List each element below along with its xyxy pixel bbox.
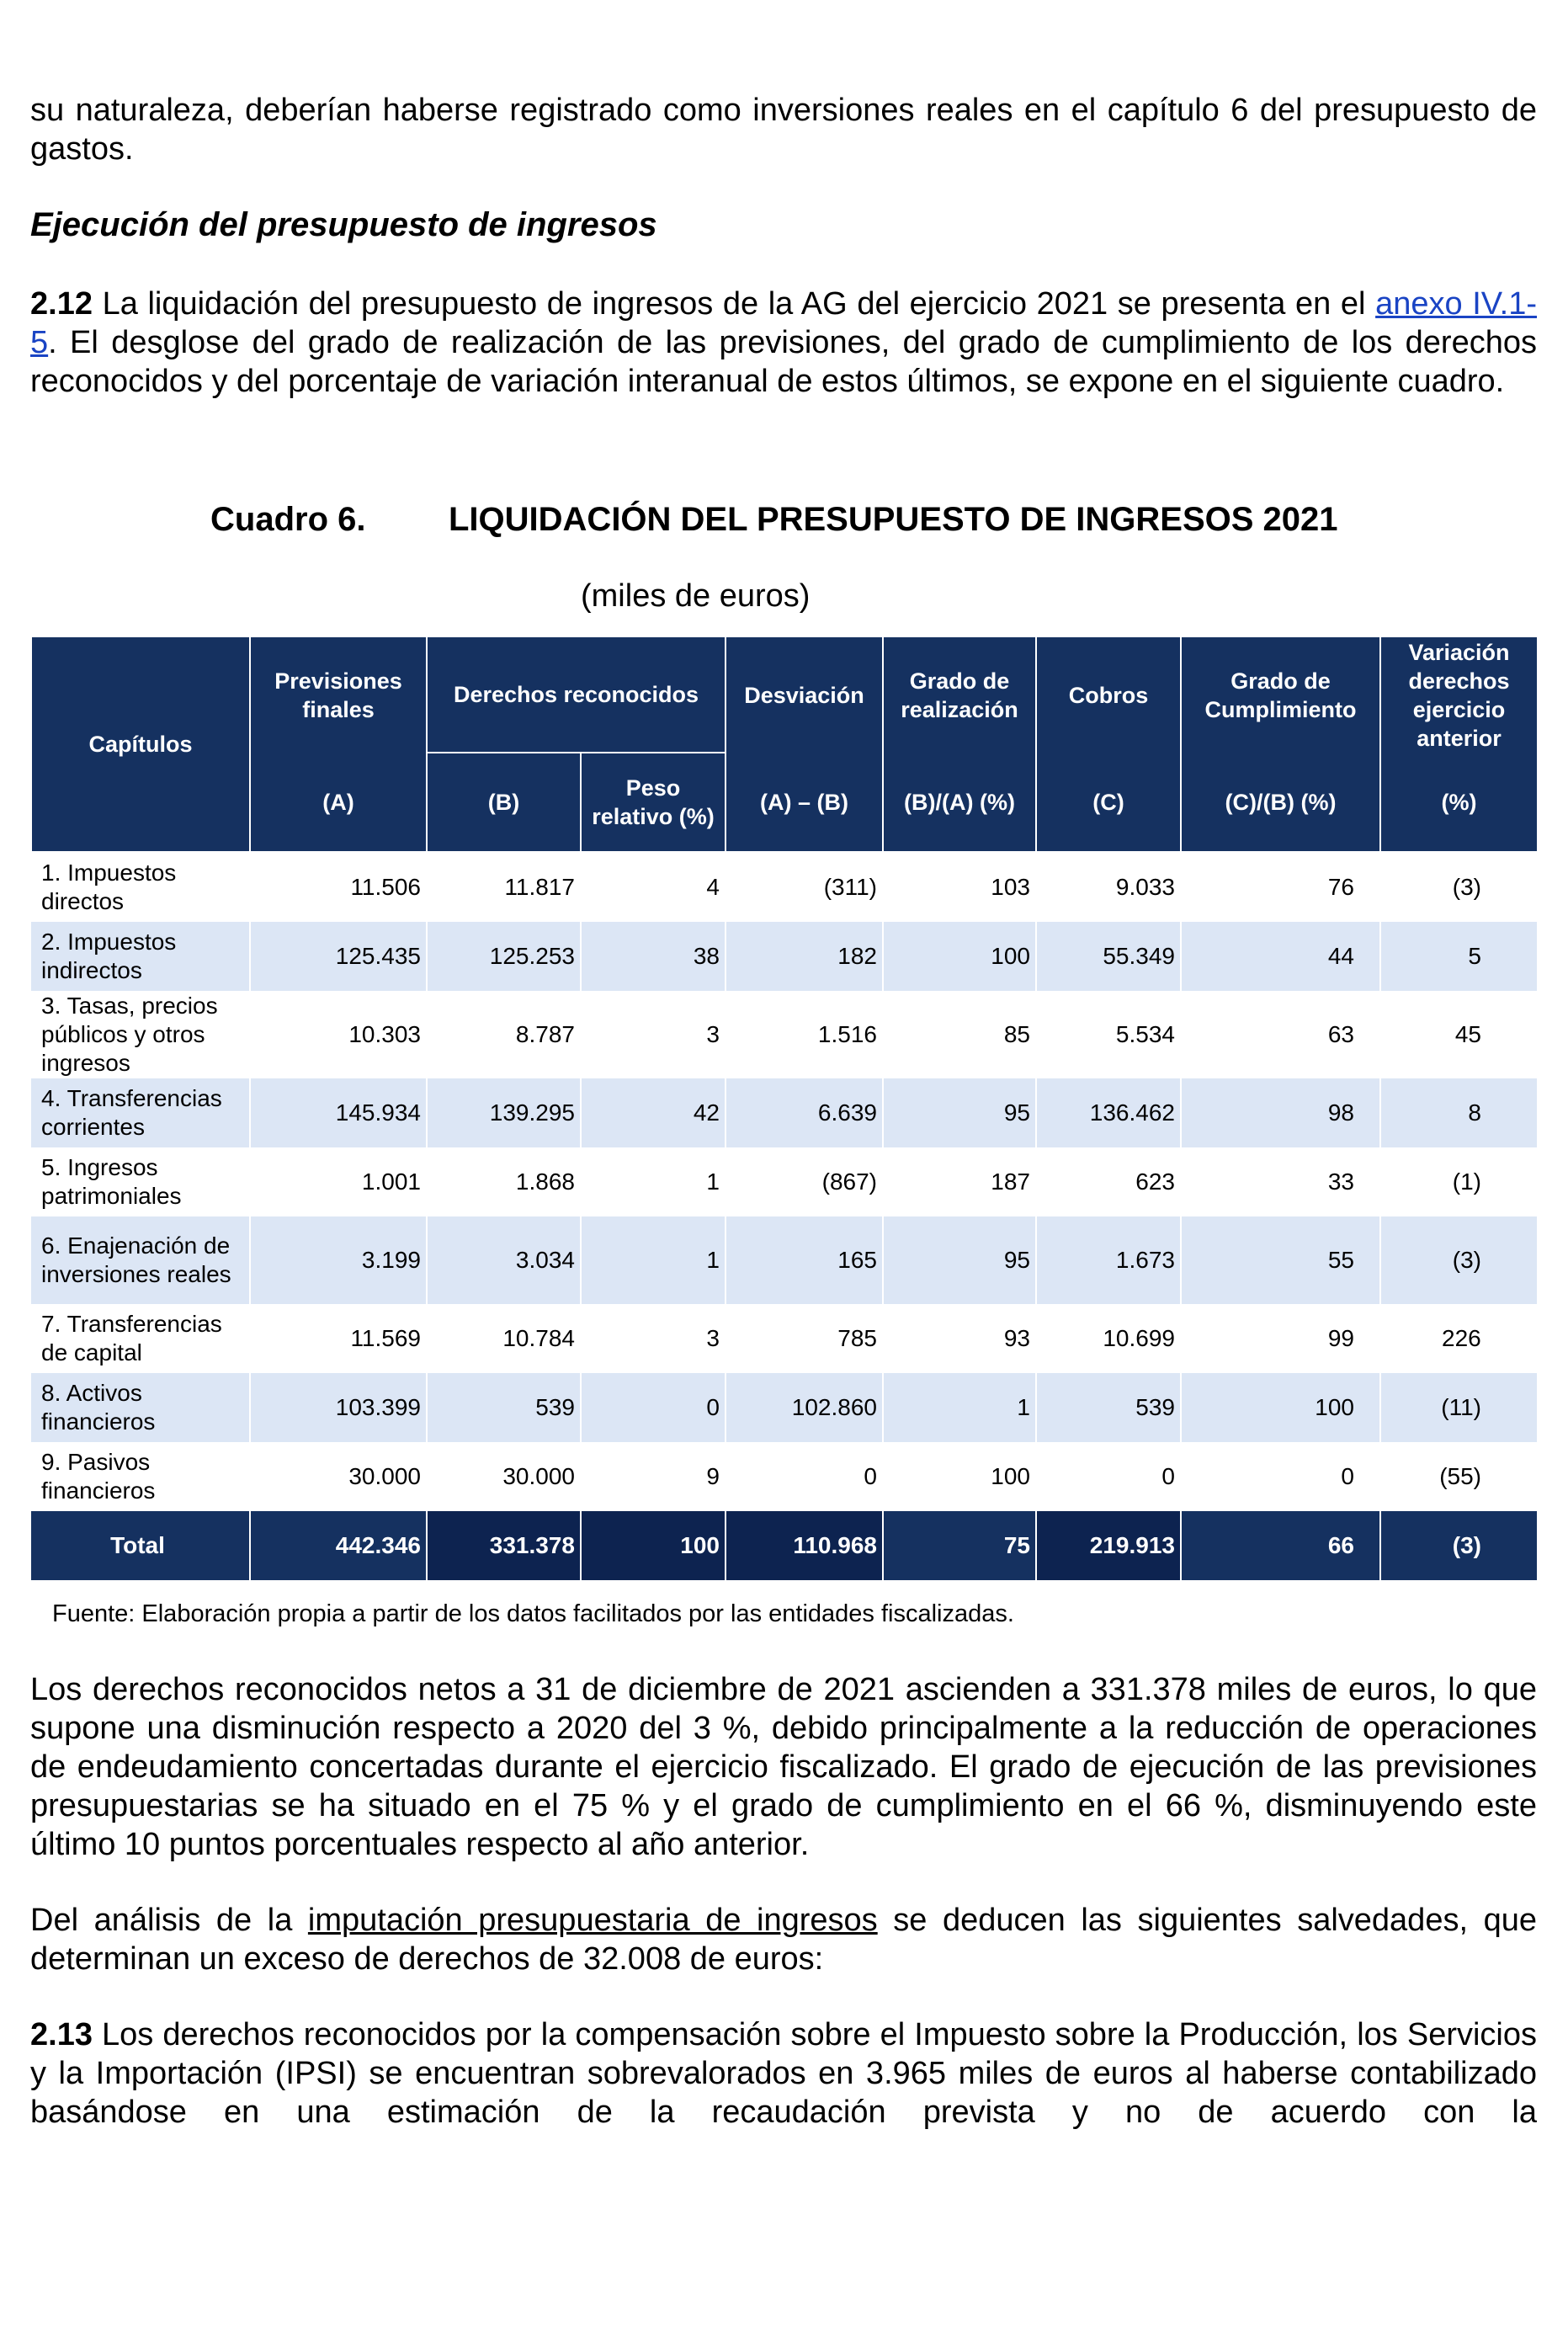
cell-previsiones: 11.569 (250, 1304, 427, 1373)
cell-desviacion: 6.639 (726, 1078, 883, 1147)
cell-cobros: 10.699 (1036, 1304, 1181, 1373)
cell-realizacion: 103 (883, 852, 1036, 922)
cell-cumplimiento: 100 (1181, 1373, 1380, 1442)
cell-variacion: (55) (1380, 1442, 1538, 1511)
paragraph-2-12 (30, 285, 1537, 401)
cell-variacion: (11) (1380, 1373, 1538, 1442)
cell-cumplimiento: 44 (1181, 922, 1380, 991)
table-row (31, 852, 1538, 922)
paragraph-number: 2.13 (30, 2017, 93, 2052)
header-cumplimiento: Grado de Cumplimiento (1181, 636, 1380, 753)
paragraph-2-13 (30, 2015, 1537, 2132)
table-row (31, 1147, 1538, 1216)
cell-realizacion: 95 (883, 1216, 1036, 1304)
table-row (31, 1078, 1538, 1147)
cell-previsiones: 1.001 (250, 1147, 427, 1216)
cell-cobros: 5.534 (1036, 991, 1181, 1078)
cell-derechos: 1.868 (427, 1147, 581, 1216)
table-title: LIQUIDACIÓN DEL PRESUPUESTO DE INGRESOS 2021 (449, 501, 1338, 538)
header-cumplimiento-sub: (C)/(B) (%) (1181, 753, 1380, 852)
cell-peso: 3 (581, 1304, 726, 1373)
cell-previsiones: 3.199 (250, 1216, 427, 1304)
header-realizacion-sub: (B)/(A) (%) (883, 753, 1036, 852)
table-row (31, 922, 1538, 991)
cell-variacion: (3) (1380, 1216, 1538, 1304)
header-realizacion: Grado de realización (883, 636, 1036, 753)
cell-cumplimiento: 63 (1181, 991, 1380, 1078)
header-desviacion: Desviación (726, 636, 883, 753)
cell-peso: 38 (581, 922, 726, 991)
cell-cumplimiento: 0 (1181, 1442, 1380, 1511)
cell-peso: 1 (581, 1147, 726, 1216)
total-cumplimiento: 66 (1181, 1511, 1380, 1580)
row-label: 8. Activos financieros (31, 1373, 250, 1442)
cell-variacion: 5 (1380, 922, 1538, 991)
paragraph-analisis (30, 1901, 1537, 1978)
table-row (31, 1216, 1538, 1304)
cell-cobros: 136.462 (1036, 1078, 1181, 1147)
cell-previsiones: 11.506 (250, 852, 427, 922)
cell-realizacion: 85 (883, 991, 1036, 1078)
cell-realizacion: 100 (883, 1442, 1036, 1511)
table-units: (miles de euros) (581, 578, 811, 614)
cell-cumplimiento: 98 (1181, 1078, 1380, 1147)
total-cobros: 219.913 (1036, 1511, 1181, 1580)
cell-previsiones: 10.303 (250, 991, 427, 1078)
cell-variacion: 8 (1380, 1078, 1538, 1147)
total-derechos: 331.378 (427, 1511, 581, 1580)
cell-desviacion: 0 (726, 1442, 883, 1511)
cell-realizacion: 93 (883, 1304, 1036, 1373)
cell-cobros: 623 (1036, 1147, 1181, 1216)
cell-peso: 4 (581, 852, 726, 922)
row-label: 3. Tasas, precios públicos y otros ingresos (31, 991, 250, 1078)
paragraph-text: Los derechos reconocidos por la compensación sobre el Impuesto sobre la Producción, los Servicios y la Importación (IPSI) se encuentran sobrevalorados en 3.965 miles de euros al haberse contabilizado basándose en una estimación de la recaudación prevista y no de acuerdo con la (30, 2017, 1537, 2130)
total-peso: 100 (581, 1511, 726, 1580)
total-previsiones: 442.346 (250, 1511, 427, 1580)
cell-variacion: (3) (1380, 852, 1538, 922)
row-label: 9. Pasivos financieros (31, 1442, 250, 1511)
row-label: 1. Impuestos directos (31, 852, 250, 922)
cell-peso: 42 (581, 1078, 726, 1147)
table-row (31, 1304, 1538, 1373)
header-cobros-sub: (C) (1036, 753, 1181, 852)
total-realizacion: 75 (883, 1511, 1036, 1580)
cell-derechos: 3.034 (427, 1216, 581, 1304)
cell-cobros: 0 (1036, 1442, 1181, 1511)
cell-cobros: 1.673 (1036, 1216, 1181, 1304)
cell-cumplimiento: 33 (1181, 1147, 1380, 1216)
header-derechos: Derechos reconocidos (427, 636, 726, 753)
paragraph-text: se deducen las siguientes salvedades, que determinan un exceso de derechos de 32.008 de euros: (30, 1903, 1537, 1977)
cell-cobros: 539 (1036, 1373, 1181, 1442)
cell-variacion: 226 (1380, 1304, 1538, 1373)
budget-table (30, 636, 1539, 1580)
header-capitulos: Capítulos (31, 636, 250, 852)
table-source: Fuente: Elaboración propia a partir de los datos facilitados por las entidades fiscalizadas. (52, 1600, 1014, 1627)
row-label: 6. Enajenación de inversiones reales (31, 1216, 250, 1304)
paragraph-text: Del análisis de la (30, 1903, 308, 1938)
cell-desviacion: (867) (726, 1147, 883, 1216)
header-previsiones: Previsiones finales (250, 636, 427, 753)
cell-realizacion: 95 (883, 1078, 1036, 1147)
header-variacion-sub: (%) (1380, 753, 1538, 852)
cell-derechos: 30.000 (427, 1442, 581, 1511)
underlined-term: imputación presupuestaria de ingresos (307, 1903, 878, 1938)
cell-peso: 9 (581, 1442, 726, 1511)
cell-cobros: 55.349 (1036, 922, 1181, 991)
cell-peso: 1 (581, 1216, 726, 1304)
cell-realizacion: 100 (883, 922, 1036, 991)
total-row (31, 1511, 1538, 1580)
cell-previsiones: 103.399 (250, 1373, 427, 1442)
cell-desviacion: 182 (726, 922, 883, 991)
cell-realizacion: 1 (883, 1373, 1036, 1442)
cell-derechos: 8.787 (427, 991, 581, 1078)
cell-derechos: 139.295 (427, 1078, 581, 1147)
cell-desviacion: 1.516 (726, 991, 883, 1078)
cell-peso: 0 (581, 1373, 726, 1442)
total-label: Total (31, 1511, 250, 1580)
cell-cobros: 9.033 (1036, 852, 1181, 922)
intro-paragraph: su naturaleza, deberían haberse registrado como inversiones reales en el capítulo 6 del presupuesto de gastos. (30, 93, 1537, 167)
header-peso: Peso relativo (%) (581, 753, 726, 852)
cell-previsiones: 145.934 (250, 1078, 427, 1147)
cell-desviacion: 785 (726, 1304, 883, 1373)
cell-derechos: 539 (427, 1373, 581, 1442)
header-derechos-sub: (B) (427, 753, 581, 852)
section-heading: Ejecución del presupuesto de ingresos (30, 206, 657, 243)
cell-desviacion: (311) (726, 852, 883, 922)
header-cobros: Cobros (1036, 636, 1181, 753)
table-row (31, 1373, 1538, 1442)
header-desviacion-sub: (A) – (B) (726, 753, 883, 852)
cell-cumplimiento: 76 (1181, 852, 1380, 922)
paragraph-number: 2.12 (30, 286, 93, 322)
total-variacion: (3) (1380, 1511, 1538, 1580)
annex-link[interactable]: anexo IV.1-5 (30, 286, 1538, 360)
cell-peso: 3 (581, 991, 726, 1078)
cell-previsiones: 125.435 (250, 922, 427, 991)
cell-cumplimiento: 99 (1181, 1304, 1380, 1373)
cell-cumplimiento: 55 (1181, 1216, 1380, 1304)
table-number: Cuadro 6. (210, 501, 366, 538)
cell-previsiones: 30.000 (250, 1442, 427, 1511)
cell-variacion: 45 (1380, 991, 1538, 1078)
cell-variacion: (1) (1380, 1147, 1538, 1216)
paragraph-text: . El desglose del grado de realización de las previsiones, del grado de cumplimiento de los derechos reconocidos y del porcentaje de variación interanual de estos últimos, se expone en el siguiente cuadro. (30, 325, 1537, 399)
table-row (31, 1442, 1538, 1511)
cell-derechos: 11.817 (427, 852, 581, 922)
cell-derechos: 10.784 (427, 1304, 581, 1373)
row-label: 4. Transferencias corrientes (31, 1078, 250, 1147)
header-variacion: Variación derechos ejercicio anterior (1380, 636, 1538, 753)
paragraph-text: La liquidación del presupuesto de ingresos de la AG del ejercicio 2021 se presenta en el (92, 286, 1376, 322)
cell-realizacion: 187 (883, 1147, 1036, 1216)
cell-derechos: 125.253 (427, 922, 581, 991)
total-desviacion: 110.968 (726, 1511, 883, 1580)
cell-desviacion: 165 (726, 1216, 883, 1304)
cell-desviacion: 102.860 (726, 1373, 883, 1442)
paragraph-derechos: Los derechos reconocidos netos a 31 de diciembre de 2021 ascienden a 331.378 miles de euros, lo que supone una disminución respecto a 2020 del 3 %, debido principalmente a la reducción de operaciones de endeudamiento concertadas durante el ejercicio fiscalizado. El grado de ejecución de las previsiones presupuestarias se ha situado en el 75 % y el grado de cumplimiento en el 66 %, disminuyendo este último 10 puntos porcentuales respecto al año anterior. (30, 1672, 1537, 1862)
header-previsiones-sub: (A) (250, 753, 427, 852)
row-label: 2. Impuestos indirectos (31, 922, 250, 991)
table-row (31, 991, 1538, 1078)
row-label: 7. Transferencias de capital (31, 1304, 250, 1373)
row-label: 5. Ingresos patrimoniales (31, 1147, 250, 1216)
